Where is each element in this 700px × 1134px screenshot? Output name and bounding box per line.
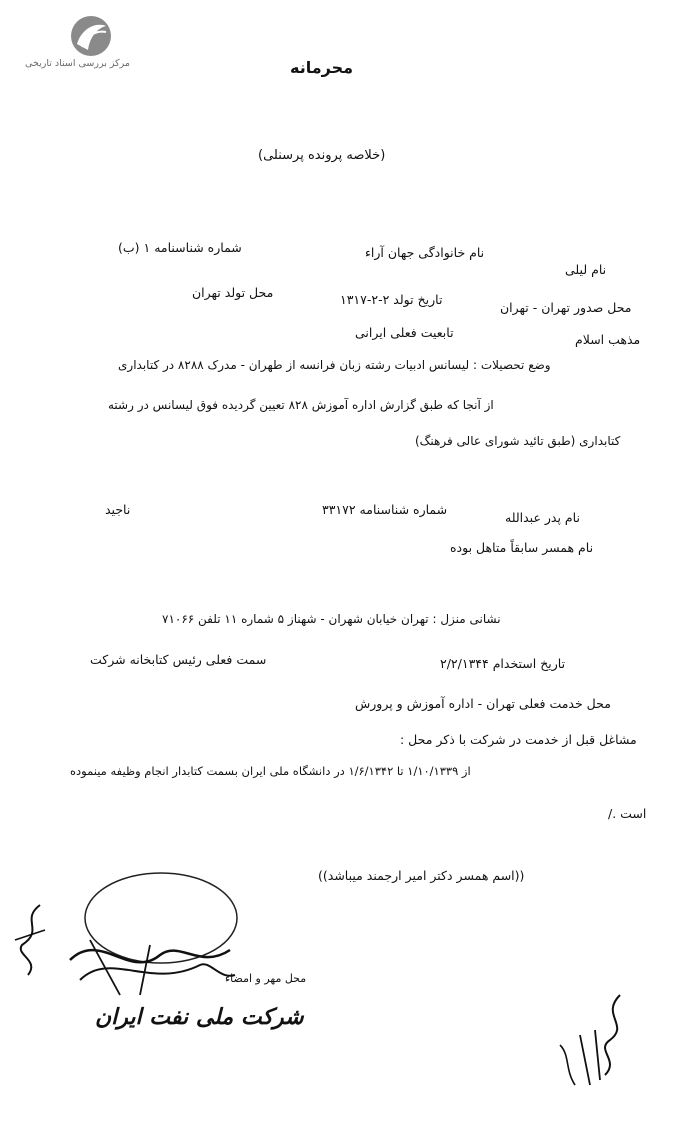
prior-job-line-1: از ۱/۱۰/۱۳۳۹ تا ۱/۶/۱۳۴۲ در دانشگاه ملی ایران بسمت کتابدار انجام وظیفه مینموده	[70, 764, 471, 778]
religion: مذهب اسلام	[575, 332, 641, 347]
father-id-number: شماره شناسنامه ۳۳۱۷۲	[322, 502, 448, 517]
prior-jobs-label: مشاغل قبل از خدمت در شرکت با ذکر محل :	[400, 732, 637, 747]
prior-job-line-2: است ./	[608, 806, 647, 821]
company-stamp-text: شرکت ملی نفت ایران	[95, 1005, 304, 1030]
birth-id-number: شماره شناسنامه ۱ (ب)	[118, 240, 242, 255]
birth-date: تاریخ تولد ۲-۲-۱۳۱۷	[340, 292, 443, 307]
position: سمت فعلی رئیس کتابخانه شرکت	[90, 652, 267, 667]
stamp-label: محل مهر و امضاء	[225, 972, 307, 985]
home-address: نشانی منزل : تهران خیابان شهران - شهناز ۵ شماره ۱۱ تلفن ۷۱۰۶۶	[162, 612, 501, 626]
education-line-2: از آنجا که طبق گزارش اداره آموزش ۸۲۸ تعیین گردیده فوق لیسانس در رشته	[108, 398, 494, 412]
handwritten-date-note	[550, 985, 650, 1095]
education-line-1: وضع تحصیلات : لیسانس ادبیات رشته زبان فرانسه از طهران - مدرک ۸۲۸۸ در کتابداری	[118, 358, 551, 372]
document-subtitle: (خلاصه پرونده پرسنلی)	[258, 148, 386, 163]
issue-place: محل صدور تهران - تهران	[500, 300, 632, 315]
spouse-note: ((اسم همسر دکتر امیر ارجمند میباشد))	[318, 868, 525, 883]
document-header: محرمانه	[290, 58, 354, 77]
father-status: ناجید	[105, 502, 131, 517]
education-line-3: کتابداری (طبق تائید شورای عالی فرهنگ)	[415, 434, 621, 448]
spouse-name: نام همسر سابقاً متاهل بوده	[450, 540, 594, 555]
archive-logo-icon	[68, 14, 114, 58]
given-name: نام لیلی	[565, 262, 607, 277]
nationality: تابعیت فعلی ایرانی	[355, 325, 454, 340]
birth-place: محل تولد تهران	[192, 285, 274, 300]
employment-date: تاریخ استخدام ۲/۲/۱۳۴۴	[440, 656, 566, 671]
archive-logo-text: مرکز بررسی اسناد تاریخی	[25, 58, 130, 69]
family-name: نام خانوادگی جهان آراء	[365, 245, 485, 260]
handwritten-signature	[60, 920, 240, 1000]
father-name: نام پدر عبدالله	[505, 510, 580, 525]
archive-logo	[20, 14, 135, 74]
workplace: محل خدمت فعلی تهران - اداره آموزش و پرورش	[355, 696, 611, 711]
handwritten-side-note	[10, 900, 50, 980]
